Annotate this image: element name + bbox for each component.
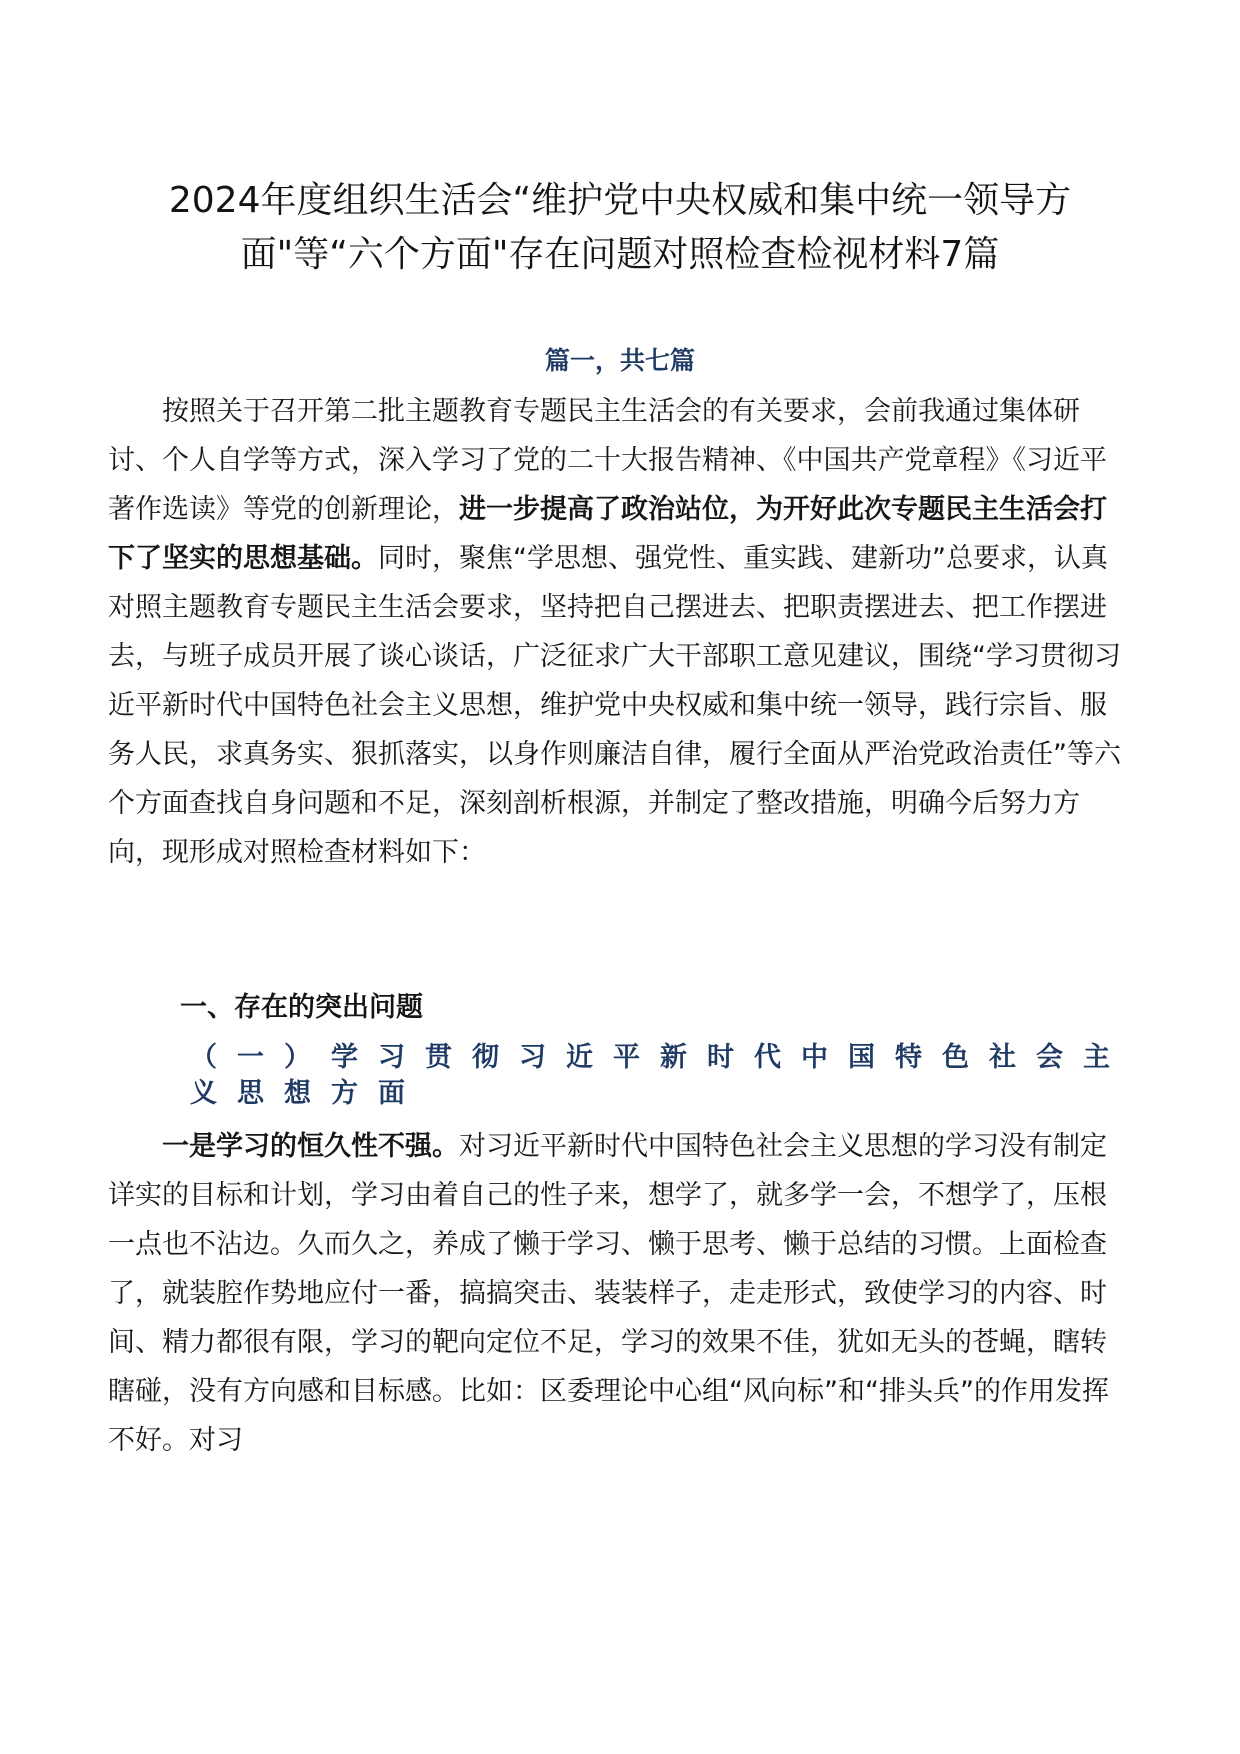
heading-subsection-1: （一）学习贯彻习近平新时代中国特色社会主义思想方面	[190, 1042, 1130, 1109]
intro-text-rest: 同时，聚焦“学思想、强党性、重实践、建新功”总要求，认真对照主题教育专题民主生活会要求，坚持把自己摆进去、把职责摆进去、把工作摆进去，与班子成员开展了谈心谈话，广泛征求广大干部职工意见建议，围绕“学习贯彻习近平新时代中国特色社会主义思想，维护党中央权威和集中统一领导，践行宗旨、服务人民，求真务实、狠抓落实，以身作则廉洁自律，履行全面从严治党政治责任”等六个方面查找自身问题和不足，深刻剖析根源，并制定了整改措施，明确今后努力方向，现形成对照检查材料如下：	[108, 543, 1121, 868]
intro-text-part1: 按照关于召开第二批主题教育专题民主生活会的有关要求，会前我通过集体研讨、个人自学等方式，深入学习了党的二十大报告精神、《中国共产党章程》《习近平著作选读》等党的创新理论，	[108, 396, 1107, 525]
heading-problems: 一、存在的突出问题	[180, 992, 423, 1023]
point-1-title: 一是学习的恒久性不强。	[162, 1131, 459, 1162]
section-label: 篇一，共七篇	[544, 346, 695, 375]
intro-paragraph	[108, 387, 1132, 877]
document-title: 2024年度组织生活会“维护党中央权威和集中统一领导方面"等“六个方面"存在问题对照检查检视材料7篇	[168, 180, 1072, 276]
intro-bold-statement: 进一步提高了政治站位，为开好此次专题民主生活会打下了坚实的思想基础。	[108, 494, 1107, 574]
point-paragraph	[108, 1122, 1132, 1465]
point-1-body: 对习近平新时代中国特色社会主义思想的学习没有制定详实的目标和计划，学习由着自己的性子来，想学了，就多学一会，不想学了，压根一点也不沾边。久而久之，养成了懒于学习、懒于思考、懒于总结的习惯。上面检查了，就装腔作势地应付一番，搞搞突击、装装样子，走走形式，致使学习的内容、时间、精力都很有限，学习的靶向定位不足，学习的效果不佳，犹如无头的苍蝇，瞎转瞎碰，没有方向感和目标感。比如：区委理论中心组“风向标”和“排头兵”的作用发挥不好。对习	[108, 1131, 1109, 1456]
intro-text	[108, 387, 1132, 877]
point-1-text	[108, 1122, 1132, 1465]
